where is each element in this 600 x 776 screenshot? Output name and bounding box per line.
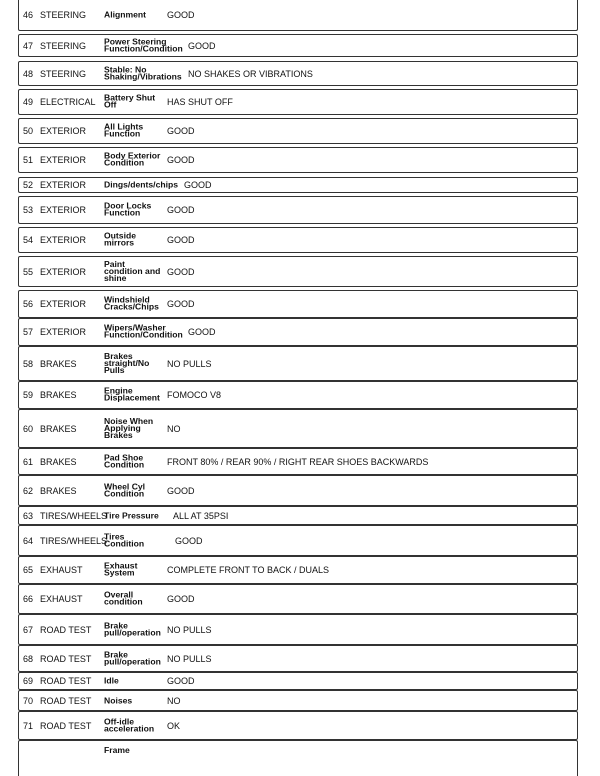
item-label-line: Noise When — [104, 415, 154, 426]
item-category: EXTERIOR — [40, 266, 87, 277]
item-label-line: pull/operation — [104, 627, 161, 638]
item-label — [104, 589, 143, 607]
item-label — [104, 677, 119, 684]
item-category: BRAKES — [40, 485, 77, 496]
item-label — [104, 533, 144, 548]
item-label-line: Power Steering — [104, 36, 167, 47]
item-number: 47 — [23, 40, 34, 51]
table-row — [18, 61, 578, 86]
item-label — [104, 651, 161, 666]
table-row — [18, 177, 578, 193]
item-number: 66 — [23, 594, 34, 604]
item-label — [104, 385, 160, 403]
item-label-line: Idle — [104, 675, 119, 686]
item-label-line: Wipers/Washer — [104, 322, 166, 333]
item-label-line: Overall — [104, 589, 134, 600]
item-category: EXTERIOR — [40, 126, 87, 136]
item-label-line: Noises — [104, 694, 133, 705]
item-label-line: mirrors — [104, 238, 135, 248]
item-label-line: All Lights — [104, 121, 144, 132]
item-result: GOOD — [167, 485, 195, 496]
item-label — [104, 294, 159, 312]
item-label-line: straight/No — [104, 357, 150, 368]
item-label-line: Applying — [104, 422, 141, 433]
item-label-line: Off-idle — [104, 716, 135, 727]
item-category: BRAKES — [40, 423, 77, 434]
item-result: GOOD — [167, 676, 195, 686]
item-result: GOOD — [167, 205, 195, 215]
item-label — [104, 747, 130, 754]
table-row — [18, 740, 578, 776]
table-row — [18, 196, 578, 224]
item-label-line: condition and — [104, 265, 161, 276]
table-row — [18, 381, 578, 409]
item-result: NO — [167, 695, 181, 706]
item-result: NO — [167, 423, 181, 434]
table-row — [18, 0, 578, 31]
item-label-line: Brake — [104, 620, 128, 631]
item-label-line: Function — [104, 208, 141, 218]
item-label-line: Pad Shoe — [104, 452, 144, 463]
item-number: 53 — [23, 205, 34, 215]
table-row — [18, 525, 578, 556]
item-label-line: Condition — [104, 459, 145, 470]
item-result: NO PULLS — [167, 624, 212, 635]
item-label-line: Brakes — [104, 350, 133, 361]
item-number: 59 — [23, 390, 34, 400]
table-row — [18, 556, 578, 584]
item-result: GOOD — [167, 266, 195, 277]
item-category: EXTERIOR — [40, 205, 87, 215]
item-label — [104, 483, 145, 498]
item-label-line: pull/operation — [104, 656, 161, 667]
item-result: GOOD — [167, 10, 195, 20]
item-result: FRONT 80% / REAR 90% / RIGHT REAR SHOES BACKWARDS — [167, 456, 429, 467]
item-label-line: Paint — [104, 258, 126, 269]
item-category: EXTERIOR — [40, 180, 87, 190]
item-label-line: Brakes — [104, 430, 133, 441]
item-result: GOOD — [167, 126, 195, 136]
item-label — [104, 417, 153, 439]
item-result: GOOD — [175, 535, 203, 546]
item-number: 55 — [23, 266, 34, 277]
table-row — [18, 690, 578, 711]
item-label-line: Tire Pressure — [104, 509, 159, 520]
item-label-line: Function/Condition — [104, 43, 183, 54]
item-category: TIRES/WHEELS — [40, 535, 108, 546]
item-label — [104, 38, 183, 53]
item-label-line: Alignment — [104, 9, 147, 20]
item-result: ALL AT 35PSI — [173, 510, 229, 521]
item-result: GOOD — [184, 180, 212, 190]
item-label — [104, 622, 161, 637]
table-row — [18, 711, 578, 740]
item-label-line: shine — [104, 273, 127, 284]
table-row — [18, 346, 578, 381]
item-label-line: Brake — [104, 649, 128, 660]
item-number: 71 — [23, 720, 34, 731]
item-label — [104, 352, 149, 374]
table-row — [18, 672, 578, 690]
item-label-line: Windshield — [104, 294, 150, 305]
item-label — [104, 718, 154, 733]
item-label-line: Displacement — [104, 393, 160, 403]
item-result: GOOD — [167, 299, 195, 309]
item-category: EXTERIOR — [40, 235, 87, 245]
item-label-line: condition — [104, 597, 143, 607]
item-label-line: Function/Condition — [104, 330, 183, 340]
item-label-line: Exhaust — [104, 560, 138, 571]
table-row — [18, 34, 578, 57]
item-category: EXTERIOR — [40, 327, 87, 337]
item-result: GOOD — [167, 235, 195, 245]
item-result: GOOD — [188, 327, 216, 337]
item-label — [104, 694, 133, 705]
table-row — [18, 584, 578, 614]
item-number: 70 — [23, 695, 34, 706]
item-label-line: Shaking/Vibrations — [104, 71, 182, 82]
item-result: HAS SHUT OFF — [167, 97, 233, 107]
table-row — [18, 290, 578, 318]
item-category: ELECTRICAL — [40, 97, 96, 107]
item-result: NO PULLS — [167, 653, 212, 664]
table-row — [18, 227, 578, 253]
table-row — [18, 475, 578, 506]
table-row — [18, 409, 578, 448]
item-label — [104, 322, 183, 340]
item-label-line: System — [104, 568, 135, 578]
item-category: EXHAUST — [40, 565, 83, 575]
item-category: ROAD TEST — [40, 624, 92, 635]
item-label-line: Outside — [104, 230, 136, 241]
item-label — [104, 92, 156, 110]
item-number: 46 — [23, 10, 34, 20]
item-label-line: Condition — [104, 158, 145, 168]
item-result: GOOD — [167, 155, 195, 165]
table-row — [18, 506, 578, 525]
item-label-line: Stable: No — [104, 64, 147, 75]
item-number: 50 — [23, 126, 34, 136]
item-category: BRAKES — [40, 390, 77, 400]
item-label — [104, 509, 159, 520]
item-label — [104, 454, 144, 469]
item-label-line: Wheel Cyl — [104, 481, 146, 492]
item-category: ROAD TEST — [40, 695, 92, 706]
item-category: EXTERIOR — [40, 155, 87, 165]
item-number: 56 — [23, 299, 34, 309]
item-label — [104, 181, 178, 188]
item-category: TIRES/WHEELS — [40, 510, 108, 521]
item-number: 62 — [23, 485, 34, 496]
item-number: 60 — [23, 423, 34, 434]
item-label — [104, 230, 136, 248]
item-number: 49 — [23, 97, 34, 107]
table-row — [18, 89, 578, 115]
item-category: EXHAUST — [40, 594, 83, 604]
item-number: 52 — [23, 180, 34, 190]
item-number: 65 — [23, 565, 34, 575]
item-number: 67 — [23, 624, 34, 635]
item-category: ROAD TEST — [40, 720, 92, 731]
item-category: EXTERIOR — [40, 299, 87, 309]
item-label-line: Frame — [104, 745, 130, 755]
table-row — [18, 318, 578, 346]
table-row — [18, 614, 578, 645]
table-row — [18, 645, 578, 672]
item-number: 63 — [23, 510, 34, 521]
item-label — [104, 121, 144, 139]
item-label-line: Cracks/Chips — [104, 302, 159, 312]
item-category: BRAKES — [40, 358, 77, 369]
item-label-line: acceleration — [104, 723, 155, 734]
item-number: 61 — [23, 456, 34, 467]
item-category: STEERING — [40, 10, 87, 20]
table-row — [18, 256, 578, 287]
item-label-line: Pulls — [104, 365, 125, 376]
item-result: GOOD — [167, 594, 195, 604]
item-label-line: Dings/dents/chips — [104, 179, 179, 190]
item-category: BRAKES — [40, 456, 77, 467]
item-number: 64 — [23, 535, 34, 546]
item-label-line: Door Locks — [104, 200, 152, 211]
item-category: STEERING — [40, 68, 87, 79]
item-result: NO SHAKES OR VIBRATIONS — [188, 68, 313, 79]
item-category: ROAD TEST — [40, 653, 92, 664]
item-label — [104, 11, 146, 18]
item-category: ROAD TEST — [40, 676, 92, 686]
item-label-line: Condition — [104, 488, 145, 499]
item-category: STEERING — [40, 40, 87, 51]
item-label-line: Body Exterior — [104, 150, 161, 161]
item-label-line: Tires — [104, 531, 125, 542]
item-label-line: Battery Shut — [104, 92, 156, 103]
item-result: COMPLETE FRONT TO BACK / DUALS — [167, 565, 330, 575]
table-row — [18, 448, 578, 475]
table-row — [18, 147, 578, 173]
item-result: FOMOCO V8 — [167, 390, 222, 400]
item-number: 51 — [23, 155, 34, 165]
item-result: NO PULLS — [167, 358, 212, 369]
item-label — [104, 560, 138, 578]
item-label-line: Function — [104, 129, 141, 139]
item-number: 68 — [23, 653, 34, 664]
item-label — [104, 150, 161, 168]
item-label-line: Condition — [104, 538, 145, 549]
item-number: 54 — [23, 235, 34, 245]
item-label — [104, 200, 152, 218]
item-number: 58 — [23, 358, 34, 369]
item-label-line: Engine — [104, 385, 133, 396]
item-number: 57 — [23, 327, 34, 337]
item-number: 69 — [23, 676, 34, 686]
table-row — [18, 118, 578, 144]
item-label — [104, 260, 160, 282]
item-label — [104, 66, 182, 81]
item-number: 48 — [23, 68, 34, 79]
item-result: GOOD — [188, 40, 216, 51]
item-label-line: Off — [104, 100, 117, 110]
item-result: OK — [167, 720, 181, 731]
